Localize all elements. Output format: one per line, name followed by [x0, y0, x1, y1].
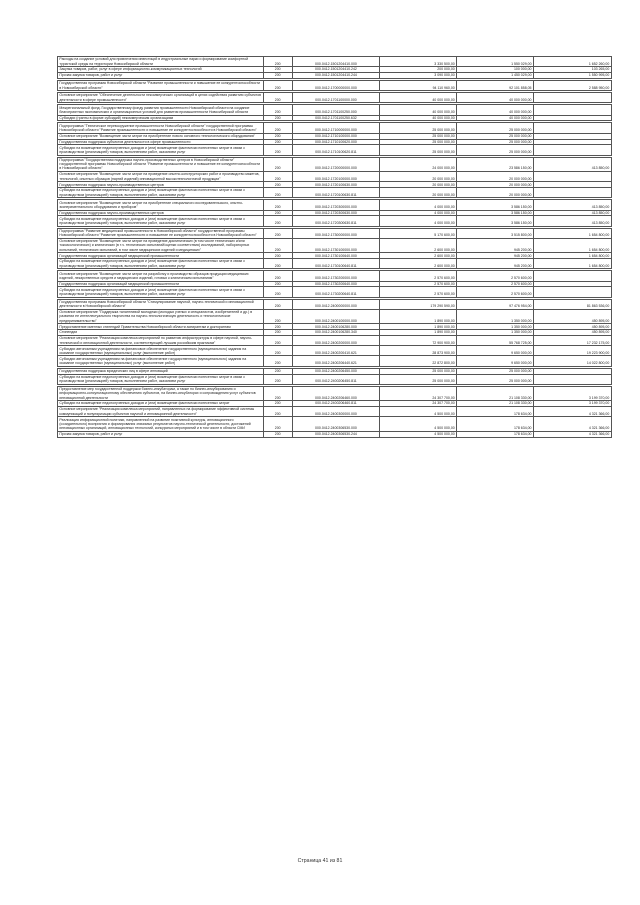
- cell-amount-remaining: [533, 287, 611, 297]
- cell-classification-code: 000.0412.1720100630.811: [292, 188, 380, 198]
- cell-classification-code: 000.0412.1720000000.000: [292, 157, 380, 171]
- budget-table: [57, 56, 612, 438]
- cell-amount-planned: 4 000 000,00: [380, 210, 457, 216]
- table-row: [58, 145, 612, 155]
- cell-amount-executed: 178 634,00: [457, 417, 534, 431]
- cell-admin-code: 200: [263, 93, 292, 103]
- cell-amount-planned: 1 890 000,00: [380, 309, 457, 323]
- budget-table-body: [58, 57, 612, 438]
- cell-amount-executed: 178 634,00: [457, 431, 534, 437]
- table-row: [58, 417, 612, 431]
- cell-classification-code: 000.0412.2400306530.000: [292, 417, 380, 431]
- cell-amount-remaining: 17 232 175,00: [533, 336, 611, 346]
- cell-amount-planned: 20 000 000,00: [380, 182, 457, 188]
- cell-amount-remaining: 2 588 950,00: [533, 80, 611, 90]
- table-row: [58, 407, 612, 417]
- cell-amount-executed: 3 586 150,00: [457, 216, 534, 226]
- cell-admin-code: 200: [263, 368, 292, 374]
- cell-amount-planned: 24 000 000,00: [380, 157, 457, 171]
- table-row: [58, 309, 612, 323]
- cell-amount-planned: 3 090 000,00: [380, 73, 457, 79]
- cell-amount-planned: 4 500 000,00: [380, 417, 457, 431]
- cell-name: Субсидии на возмещение недополученных доходов и (или) возмещение фактически понесенных затрат: [58, 401, 264, 407]
- cell-admin-code: 200: [263, 356, 292, 366]
- cell-amount-executed: 945 200,00: [457, 253, 534, 259]
- cell-admin-code: 200: [263, 123, 292, 133]
- cell-amount-remaining: 413 850,00: [533, 157, 611, 171]
- table-row: [58, 216, 612, 226]
- cell-amount-planned: 5 170 600,00: [380, 228, 457, 238]
- cell-classification-code: 000.0412.1501204410.244: [292, 73, 380, 79]
- table-row: [58, 374, 612, 384]
- table-row: [58, 200, 612, 210]
- cell-amount-executed: 20 000 000,00: [457, 172, 534, 182]
- table-row: [58, 238, 612, 252]
- cell-amount-planned: 2 570 600,00: [380, 287, 457, 297]
- cell-classification-code: 000.0412.1720300000.000: [292, 200, 380, 210]
- table-row: [58, 368, 612, 374]
- cell-amount-executed: 3 586 150,00: [457, 210, 534, 216]
- cell-amount-remaining: 1 654 800,00: [533, 253, 611, 259]
- cell-classification-code: 000.0412.1730200640.811: [292, 287, 380, 297]
- cell-amount-planned: 72 900 900,00: [380, 336, 457, 346]
- cell-amount-remaining: 1 550 995,00: [533, 73, 611, 79]
- table-row: [58, 336, 612, 346]
- cell-amount-executed: 178 634,00: [457, 407, 534, 417]
- cell-amount-remaining: 450 895,00: [533, 330, 611, 336]
- cell-amount-planned: 2 600 000,00: [380, 238, 457, 252]
- cell-classification-code: 000.0412.2400000000.000: [292, 299, 380, 309]
- cell-name: Государственная поддержка субъектов деятельности в сфере промышленности: [58, 139, 264, 145]
- table-row: [58, 346, 612, 356]
- cell-admin-code: 200: [263, 145, 292, 155]
- cell-name: Подпрограмма "Развитие медицинской промышленности в Новосибирской области" государственной программы Новосибирской области "Развитие промышленности и повышение ее конкурентоспособности в Новосибирской области": [58, 228, 264, 238]
- cell-amount-executed: 1 450 029,00: [457, 73, 534, 79]
- cell-name: Государственная поддержка научно-производственных центров: [58, 210, 264, 216]
- cell-admin-code: 200: [263, 259, 292, 269]
- cell-amount-planned: 20 000 000,00: [380, 188, 457, 198]
- cell-amount-remaining: 413 850,00: [533, 200, 611, 210]
- cell-amount-executed: 20 000 000,00: [457, 188, 534, 198]
- cell-name: Субсидии на возмещение недополученных доходов и (или) возмещение фактически понесенных затрат в связи с производством (реализацией) товаров, выполнением работ, оказанием услуг: [58, 374, 264, 384]
- cell-admin-code: 200: [263, 271, 292, 281]
- cell-amount-planned: 200 000,00: [380, 67, 457, 73]
- cell-amount-remaining: 103 265,00: [533, 67, 611, 73]
- cell-amount-planned: 2 600 000,00: [380, 253, 457, 259]
- cell-amount-planned: 1 890 000,00: [380, 324, 457, 330]
- cell-amount-remaining: 3 199 370,00: [533, 386, 611, 400]
- cell-admin-code: 200: [263, 228, 292, 238]
- cell-amount-executed: 21 108 330,00: [457, 401, 534, 407]
- cell-admin-code: 200: [263, 133, 292, 139]
- cell-amount-planned: 2 570 600,00: [380, 271, 457, 281]
- cell-name: Межрегиональный фонд. Государственному фонду развития промышленности Новосибирской области на создание благоприятных экономических и организационных условий для развития промышленности Новосибирской области: [58, 105, 264, 115]
- cell-classification-code: 000.0412.1701100000.000: [292, 93, 380, 103]
- cell-classification-code: 000.0412.2400306530.244: [292, 431, 380, 437]
- cell-classification-code: 000.0412.1501204410.242: [292, 67, 380, 73]
- cell-amount-planned: 2 600 000,00: [380, 259, 457, 269]
- cell-name: Государственная поддержка юридических лиц в сфере инноваций: [58, 368, 264, 374]
- cell-amount-executed: 40 000 000,00: [457, 93, 534, 103]
- table-row: [58, 123, 612, 133]
- cell-amount-executed: 25 000 000,00: [457, 139, 534, 145]
- cell-classification-code: 000.0412.2400300000.000: [292, 407, 380, 417]
- cell-name: Основное мероприятие "Обеспечение деятельности некоммерческих организаций в целях содействия развитию субъектов деятельности в сфере промышленности": [58, 93, 264, 103]
- cell-amount-planned: 25 000 000,00: [380, 123, 457, 133]
- cell-name: Субсидии на возмещение недополученных доходов и (или) возмещение фактически понесенных затрат в связи с производством (реализацией) товаров, выполнением работ, оказанием услуг: [58, 287, 264, 297]
- cell-amount-planned: 24 307 700,00: [380, 386, 457, 400]
- cell-classification-code: 000.0412.1701100250.632: [292, 115, 380, 121]
- cell-amount-executed: 9 650 000,00: [457, 356, 534, 366]
- cell-amount-executed: 25 000 000,00: [457, 133, 534, 139]
- cell-classification-code: 000.0412.2400206460.000: [292, 386, 380, 400]
- cell-classification-code: 000.0412.1710100000.000: [292, 133, 380, 139]
- cell-classification-code: 000.0412.1710100620.811: [292, 145, 380, 155]
- cell-amount-executed: 2 570 600,00: [457, 271, 534, 281]
- cell-amount-planned: 4 000 000,00: [380, 216, 457, 226]
- cell-classification-code: 000.0412.2400200410.621: [292, 346, 380, 356]
- table-row: [58, 356, 612, 366]
- cell-amount-remaining: [533, 105, 611, 115]
- cell-amount-executed: 1 350 000,00: [457, 330, 534, 336]
- cell-name: Государственная поддержка организаций медицинской промышленности: [58, 281, 264, 287]
- cell-admin-code: 200: [263, 336, 292, 346]
- cell-admin-code: 200: [263, 324, 292, 330]
- cell-amount-planned: 4 500 000,00: [380, 407, 457, 417]
- cell-amount-executed: 3 586 150,00: [457, 200, 534, 210]
- cell-classification-code: 000.0412.1730200000.000: [292, 271, 380, 281]
- cell-classification-code: 000.0412.1730100640.000: [292, 253, 380, 259]
- cell-amount-planned: 4 000 000,00: [380, 200, 457, 210]
- cell-admin-code: 200: [263, 386, 292, 400]
- cell-name: Подпрограмма "Техническое перевооружение промышленности Новосибирской области" государственной программы Новосибирской области "Развитие промышленности и повышение ее конкурентоспособности в Новосибирской области": [58, 123, 264, 133]
- cell-amount-planned: 2 570 600,00: [380, 281, 457, 287]
- table-row: [58, 281, 612, 287]
- table-row: [58, 139, 612, 145]
- table-row: [58, 259, 612, 269]
- cell-amount-remaining: [533, 271, 611, 281]
- cell-admin-code: 200: [263, 210, 292, 216]
- cell-classification-code: 000.0412.2400206460.811: [292, 401, 380, 407]
- cell-amount-remaining: 4 321 366,00: [533, 431, 611, 437]
- cell-amount-executed: 25 000 000,00: [457, 123, 534, 133]
- table-row: [58, 228, 612, 238]
- table-row: [58, 271, 612, 281]
- cell-name: Основное мероприятие "Возмещение части затрат на разработку и производство образцов продукции медицинских изделий, лекарственных средств и медицинских изделий, готовых к клиническим испытаниям": [58, 271, 264, 281]
- cell-amount-executed: 23 586 150,00: [457, 157, 534, 171]
- cell-amount-remaining: 81 863 536,00: [533, 299, 611, 309]
- cell-amount-executed: 3 515 800,00: [457, 228, 534, 238]
- cell-amount-executed: 1 550 029,00: [457, 57, 534, 67]
- table-row: [58, 431, 612, 437]
- cell-name: Государственная поддержка научно-производственных центров: [58, 182, 264, 188]
- cell-amount-executed: 1 350 000,00: [457, 309, 534, 323]
- cell-amount-planned: 22 872 800,00: [380, 356, 457, 366]
- cell-admin-code: 200: [263, 431, 292, 437]
- cell-amount-planned: 3 330 500,00: [380, 57, 457, 67]
- cell-amount-planned: 28 873 900,00: [380, 346, 457, 356]
- cell-amount-executed: 2 570 600,00: [457, 281, 534, 287]
- cell-admin-code: 200: [263, 216, 292, 226]
- cell-amount-remaining: 450 895,00: [533, 324, 611, 330]
- cell-amount-executed: 25 000 000,00: [457, 368, 534, 374]
- cell-admin-code: 200: [263, 253, 292, 259]
- cell-admin-code: 200: [263, 67, 292, 73]
- cell-amount-planned: 25 000 000,00: [380, 145, 457, 155]
- cell-amount-remaining: 1 654 800,00: [533, 238, 611, 252]
- cell-amount-executed: 2 570 600,00: [457, 287, 534, 297]
- cell-amount-executed: 100 000,00: [457, 67, 534, 73]
- cell-name: Субсидии на возмещение недополученных доходов и (или) возмещение фактически понесенных затрат в связи с производством (реализацией) товаров, выполнением работ, оказанием услуг: [58, 188, 264, 198]
- cell-amount-executed: 40 000 000,00: [457, 105, 534, 115]
- cell-name: Реализация информационной политики, направленной на развитие позитивной культуры, инновационного (созидательного) восприятия и формирования значимых результатов научно-технической деятельности, достижений инновационных организаций, инновационных технологий, конкурсных мероприятий и в том числе в области СМИ: [58, 417, 264, 431]
- cell-amount-executed: 55 768 725,00: [457, 336, 534, 346]
- cell-classification-code: 000.0412.1710000000.000: [292, 123, 380, 133]
- cell-amount-executed: 20 000 000,00: [457, 182, 534, 188]
- cell-classification-code: 000.0412.1730000000.000: [292, 228, 380, 238]
- cell-admin-code: 200: [263, 346, 292, 356]
- cell-amount-remaining: 4 321 366,00: [533, 417, 611, 431]
- cell-amount-remaining: 14 022 800,00: [533, 356, 611, 366]
- table-row: [58, 182, 612, 188]
- cell-classification-code: 000.0412.1701100250.000: [292, 105, 380, 115]
- cell-amount-remaining: [533, 93, 611, 103]
- cell-classification-code: 000.0412.2400106280.000: [292, 324, 380, 330]
- cell-name: Субсидии (гранты в форме субсидий) некоммерческим организациям: [58, 115, 264, 121]
- cell-name: Субсидии на возмещение недополученных доходов и (или) возмещение фактически понесенных затрат в связи с производством (реализацией) товаров, выполнением работ, оказанием услуг: [58, 216, 264, 226]
- cell-name: Предоставление мер государственной поддержки бизнес-инкубаторам, а также по бизнес-инкубированию и информационно-консультационному обеспечению субъектов, на бизнес-инкубаторах и сопровождению услуг субъектов инновационной деятельности: [58, 386, 264, 400]
- cell-classification-code: 000.0412.1730200640.000: [292, 281, 380, 287]
- cell-name: Подпрограмма "Государственная поддержка научно-производственных центров в Новосибирской области" государственной программы Новосибирской области "Развитие промышленности и повышение ее конкурентоспособности в Новосибирской области": [58, 157, 264, 171]
- cell-name: Государственная программа Новосибирской области "Развитие промышленности и повышение ее конкурентоспособности в Новосибирской области": [58, 80, 264, 90]
- cell-amount-planned: 25 000 000,00: [380, 139, 457, 145]
- page-footer: Страница 41 из 81: [297, 858, 343, 864]
- cell-name: Основное мероприятие "Реализация комплекса мероприятий, направленных на формирование эффективной системы коммуникаций и популяризации субъектов научной и инновационной деятельности": [58, 407, 264, 417]
- cell-name: Основное мероприятие "Возмещение части затрат на проведение доклинических (в том числе технических и/или токсикологических) и клинических (в т.ч. технических испытаний/оценки соответствия) исследований, лабораторных испытаний, технических испытаний, в том числе медицинских изделий и медицинских": [58, 238, 264, 252]
- cell-admin-code: 200: [263, 188, 292, 198]
- table-row: [58, 287, 612, 297]
- cell-amount-planned: 40 000 000,00: [380, 105, 457, 115]
- table-row: [58, 133, 612, 139]
- cell-amount-remaining: [533, 188, 611, 198]
- cell-name: Субсидии на возмещение недополученных доходов и (или) возмещение фактически понесенных затрат в связи с производством (реализацией) товаров, выполнением работ, оказанием услуг: [58, 145, 264, 155]
- cell-admin-code: 200: [263, 417, 292, 431]
- cell-amount-remaining: 413 850,00: [533, 216, 611, 226]
- table-row: [58, 157, 612, 171]
- cell-admin-code: 200: [263, 73, 292, 79]
- table-row: [58, 115, 612, 121]
- cell-name: Основное мероприятие "Возмещение части затрат на приобретение нового основного технологического оборудования": [58, 133, 264, 139]
- cell-classification-code: 000.0412.1720100630.000: [292, 182, 380, 188]
- cell-name: Прочая закупка товаров, работ и услуг: [58, 73, 264, 79]
- cell-amount-remaining: 1 654 800,00: [533, 259, 611, 269]
- cell-name: Расходы на создание условий для привлечения инвестиций в индустриальные парки и формирование комфортной туристской среды на территории Новосибирской области: [58, 57, 264, 67]
- cell-name: Основное мероприятие "Возмещение части затрат на приобретение специального исследовательского, опытно-экспериментального оборудования и приборов": [58, 200, 264, 210]
- cell-classification-code: 000.0412.2400206440.621: [292, 356, 380, 366]
- cell-classification-code: 000.0412.1730100640.811: [292, 259, 380, 269]
- cell-amount-executed: 92 101 858,05: [457, 80, 534, 90]
- cell-amount-planned: 1 890 000,00: [380, 330, 457, 336]
- cell-name: Предоставление именных стипендий Правительства Новосибирской области аспирантам и докторантам: [58, 324, 264, 330]
- cell-classification-code: 000.0412.2400106280.340: [292, 330, 380, 336]
- cell-classification-code: 000.0412.2400206450.811: [292, 374, 380, 384]
- cell-amount-executed: 1 350 000,00: [457, 324, 534, 330]
- cell-amount-remaining: [533, 172, 611, 182]
- cell-classification-code: 000.0412.1720300630.000: [292, 210, 380, 216]
- cell-admin-code: 200: [263, 401, 292, 407]
- cell-amount-executed: 21 108 330,00: [457, 386, 534, 400]
- table-row: [58, 67, 612, 73]
- cell-admin-code: 200: [263, 374, 292, 384]
- cell-classification-code: 000.0412.1501204410.000: [292, 57, 380, 67]
- cell-admin-code: 200: [263, 105, 292, 115]
- cell-admin-code: 200: [263, 182, 292, 188]
- cell-amount-planned: 179 290 590,00: [380, 299, 457, 309]
- cell-admin-code: 200: [263, 139, 292, 145]
- cell-name: Стипендии: [58, 330, 264, 336]
- cell-name: Прочая закупка товаров, работ и услуг: [58, 431, 264, 437]
- cell-amount-remaining: 1 654 800,00: [533, 228, 611, 238]
- cell-amount-executed: 97 476 954,00: [457, 299, 534, 309]
- cell-amount-remaining: [533, 145, 611, 155]
- table-row: [58, 210, 612, 216]
- cell-amount-planned: 20 000 000,00: [380, 172, 457, 182]
- cell-classification-code: 000.0412.1700000000.000: [292, 80, 380, 90]
- cell-amount-remaining: 3 199 370,00: [533, 401, 611, 407]
- cell-name: Основное мероприятие "Реализация комплекса мероприятий по развитию инфраструктуры в сфере научной, научно-технической и инновационной деятельности, соответствующей лучшим российским практикам": [58, 336, 264, 346]
- cell-name: Субсидии автономным учреждениям на финансовое обеспечение государственного (муниципального) задания на оказание государственных (муниципальных) услуг (выполнение работ): [58, 356, 264, 366]
- cell-amount-executed: 25 000 000,00: [457, 374, 534, 384]
- cell-admin-code: 200: [263, 299, 292, 309]
- cell-name: Государственная программа Новосибирской области "Стимулирование научной, научно-технической и инновационной деятельности в Новосибирской области": [58, 299, 264, 309]
- cell-amount-planned: 94 110 960,00: [380, 80, 457, 90]
- cell-name: Основное мероприятие "Поддержка талантливой молодежи (молодых ученых и специалистов, изобретателей и др.) в развитии ее интеллектуального творчества на научно-технологическую деятельность и технологическое предпринимательство": [58, 309, 264, 323]
- cell-amount-planned: 25 000 000,00: [380, 133, 457, 139]
- cell-name: Субсидии автономным учреждениям на финансовое обеспечение государственного (муниципального) задания на оказание государственных (муниципальных) услуг (выполнение работ): [58, 346, 264, 356]
- table-row: [58, 386, 612, 400]
- table-row: [58, 57, 612, 67]
- cell-classification-code: 000.0412.1730100000.000: [292, 238, 380, 252]
- cell-amount-executed: 945 200,00: [457, 259, 534, 269]
- cell-name: Закупка товаров, работ, услуг в сфере информационно-коммуникационных технологий: [58, 67, 264, 73]
- table-row: [58, 324, 612, 330]
- cell-name: Основное мероприятие "Возмещение части затрат на проведение опытно-конструкторских работ и производство макетов, технологий, опытных образцов (партий изделий) инновационной высокотехнологичной продукции": [58, 172, 264, 182]
- cell-amount-planned: 40 000 000,00: [380, 115, 457, 121]
- cell-amount-executed: 9 650 000,00: [457, 346, 534, 356]
- table-row: [58, 299, 612, 309]
- cell-amount-remaining: 1 652 260,00: [533, 57, 611, 67]
- cell-amount-planned: 4 500 000,00: [380, 431, 457, 437]
- cell-admin-code: 200: [263, 287, 292, 297]
- cell-amount-remaining: 413 850,00: [533, 210, 611, 216]
- cell-classification-code: 000.0412.1710100620.000: [292, 139, 380, 145]
- table-row: [58, 80, 612, 90]
- cell-amount-executed: 40 000 000,00: [457, 115, 534, 121]
- cell-classification-code: 000.0412.2400100000.000: [292, 309, 380, 323]
- report-sheet: [57, 56, 610, 872]
- table-row: [58, 105, 612, 115]
- cell-amount-planned: 24 307 700,00: [380, 401, 457, 407]
- cell-admin-code: 200: [263, 281, 292, 287]
- cell-classification-code: 000.0412.2400206450.000: [292, 368, 380, 374]
- cell-admin-code: 200: [263, 330, 292, 336]
- cell-amount-remaining: 19 223 900,00: [533, 346, 611, 356]
- cell-amount-executed: 25 000 000,00: [457, 145, 534, 155]
- cell-amount-remaining: 450 895,00: [533, 309, 611, 323]
- cell-amount-planned: 40 000 000,00: [380, 93, 457, 103]
- cell-admin-code: 200: [263, 172, 292, 182]
- cell-amount-executed: 945 200,00: [457, 238, 534, 252]
- cell-admin-code: 200: [263, 157, 292, 171]
- cell-amount-remaining: 4 321 366,00: [533, 407, 611, 417]
- cell-admin-code: 200: [263, 115, 292, 121]
- cell-admin-code: 200: [263, 80, 292, 90]
- table-row: [58, 253, 612, 259]
- cell-admin-code: 200: [263, 309, 292, 323]
- cell-admin-code: 200: [263, 407, 292, 417]
- cell-admin-code: 200: [263, 57, 292, 67]
- cell-classification-code: 000.0412.2400200000.000: [292, 336, 380, 346]
- cell-amount-remaining: [533, 374, 611, 384]
- cell-admin-code: 200: [263, 200, 292, 210]
- table-row: [58, 188, 612, 198]
- cell-classification-code: 000.0412.1720100000.000: [292, 172, 380, 182]
- table-row: [58, 401, 612, 407]
- cell-amount-planned: 25 000 000,00: [380, 368, 457, 374]
- cell-name: Государственная поддержка организаций медицинской промышленности: [58, 253, 264, 259]
- table-row: [58, 172, 612, 182]
- table-row: [58, 93, 612, 103]
- cell-name: Субсидии на возмещение недополученных доходов и (или) возмещение фактически понесенных затрат в связи с производством (реализацией) товаров, выполнением работ, оказанием услуг: [58, 259, 264, 269]
- cell-amount-remaining: [533, 123, 611, 133]
- cell-classification-code: 000.0412.1720300630.811: [292, 216, 380, 226]
- cell-admin-code: 200: [263, 238, 292, 252]
- cell-amount-planned: 25 000 000,00: [380, 374, 457, 384]
